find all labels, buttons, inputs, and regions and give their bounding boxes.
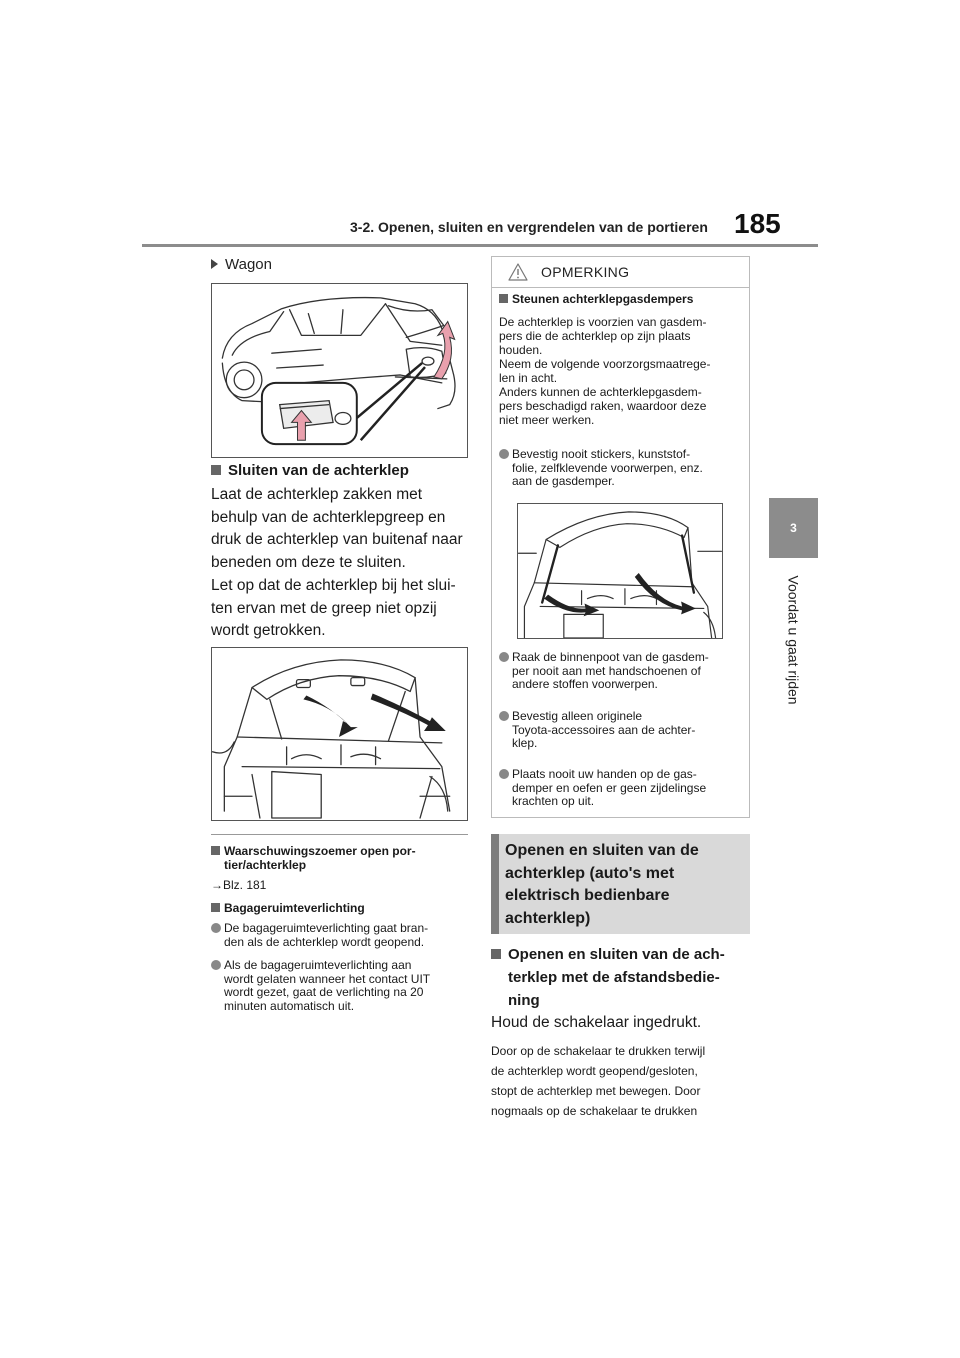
text-line: Openen en sluiten van de	[505, 842, 699, 859]
text-line: klep.	[512, 736, 538, 750]
bullet-dot-icon	[211, 960, 221, 970]
variant-label	[211, 256, 272, 273]
section-box-title	[505, 840, 745, 930]
note-luggage-light-heading	[211, 901, 365, 915]
bullet-dot-icon	[499, 652, 509, 662]
notice-bullet-4	[499, 768, 747, 809]
chapter-tab	[769, 498, 818, 558]
remote-small-text	[491, 1041, 753, 1121]
page-reference: →Blz. 181	[211, 878, 267, 892]
text-line: Neem de volgende voorzorgsmaatrege-	[499, 357, 711, 371]
text-line: niet meer werken.	[499, 413, 595, 427]
text-line: ning	[508, 992, 540, 1009]
text-line: Bevestig nooit stickers, kunststof-	[512, 447, 691, 461]
illustration-gas-dampers	[517, 503, 723, 639]
closing-paragraph-2	[211, 575, 456, 643]
text-line: druk de achterklep van buitenaf naar	[211, 531, 463, 548]
text-line: pers beschadigd raken, waardoor deze	[499, 399, 707, 413]
tailgate-interior-illustration	[212, 648, 467, 820]
notice-label: OPMERKING	[541, 264, 630, 280]
text-line: nogmaals op de schakelaar te drukken	[491, 1104, 698, 1118]
illustration-tailgate-closing	[211, 647, 468, 821]
text-line: elektrisch bedienbare	[505, 887, 670, 904]
closing-heading-text: Sluiten van de achterklep	[228, 462, 409, 479]
bullet-dot-icon	[499, 769, 509, 779]
notice-bullet-3	[499, 710, 747, 751]
text-line: Laat de achterklep zakken met	[211, 486, 423, 503]
text-line: tier/achterklep	[224, 858, 307, 872]
text-line: aan de gasdemper.	[512, 474, 615, 488]
square-bullet-icon	[211, 903, 220, 912]
header-rule	[142, 244, 818, 247]
text-line: pers die de achterklep op zijn plaats	[499, 329, 691, 343]
text-line: wordt gezet, gaat de verlichting na 20	[224, 985, 424, 999]
text-line: Raak de binnenpoot van de gasdem-	[512, 650, 709, 664]
text-line: krachten op uit.	[512, 794, 595, 808]
text-line: Door op de schakelaar te drukken terwijl	[491, 1044, 706, 1058]
notice-bullet-2	[499, 651, 747, 692]
text-line: Bevestig alleen originele	[512, 709, 643, 723]
text-line: terklep met de afstandsbedie-	[508, 969, 720, 986]
remote-heading	[491, 943, 725, 1012]
section-title: 3-2. Openen, sluiten en vergrendelen van de portieren	[350, 219, 708, 235]
warning-triangle-icon	[508, 263, 528, 281]
notice-heading-text: Steunen achterklepgasdempers	[512, 292, 694, 306]
notice-intro	[499, 315, 747, 427]
text-line: Plaats nooit uw handen op de gas-	[512, 767, 697, 781]
text-line: minuten automatisch uit.	[224, 998, 355, 1013]
text-line: ten ervan met de greep niet opzij	[211, 599, 437, 617]
remote-paragraph: Houd de schakelaar ingedrukt.	[491, 1014, 702, 1031]
variant-text: Wagon	[225, 256, 272, 273]
note-luggage-light-text: Bagageruimteverlichting	[224, 901, 365, 915]
text-line: wordt getrokken.	[211, 622, 326, 639]
triangle-bullet-icon	[211, 259, 218, 269]
text-line: houden.	[499, 343, 543, 357]
text-line: De achterklep is voorzien van gasdem-	[499, 315, 707, 329]
notice-heading	[499, 292, 693, 306]
text-line: achterklep)	[505, 909, 591, 927]
closing-paragraph-1	[211, 484, 463, 574]
page-number: 185	[734, 208, 781, 239]
text-line: len in acht.	[499, 371, 558, 385]
text-line: folie, zelfklevende voorwerpen, enz.	[512, 460, 703, 475]
chapter-side-text: Voordat u gaat rijden	[786, 575, 802, 705]
note-luggage-light-bullet-1	[211, 922, 468, 949]
text-line: Toyota-accessoires aan de achter-	[512, 722, 696, 737]
text-line: andere stoffen voorwerpen.	[512, 677, 658, 691]
car-rear-opening-illustration	[212, 284, 467, 457]
notice-bullet-1	[499, 448, 747, 489]
text-line: Let op dat de achterklep bij het slui-	[211, 577, 456, 594]
text-line: per nooit aan met handschoenen of	[512, 663, 701, 678]
note-luggage-light-bullet-2	[211, 959, 468, 1013]
bullet-dot-icon	[499, 711, 509, 721]
text-line: Waarschuwingszoemer open por-	[224, 844, 416, 858]
text-line: stopt de achterklep met bewegen. Door	[491, 1084, 701, 1098]
bullet-dot-icon	[499, 449, 509, 459]
text-line: beneden om deze te sluiten.	[211, 553, 406, 571]
text-line: Anders kunnen de achterklepgasdem-	[499, 385, 702, 399]
text-line: achterklep (auto's met	[505, 864, 675, 882]
text-line: De bagageruimteverlichting gaat bran-	[224, 921, 429, 935]
note-warning-buzzer-heading	[211, 844, 468, 872]
square-bullet-icon	[499, 294, 508, 303]
square-bullet-icon	[491, 949, 501, 959]
section-title-bar	[491, 834, 499, 934]
text-line: Openen en sluiten van de ach-	[508, 946, 725, 963]
chapter-number: 3	[790, 521, 797, 535]
text-line: wordt gelaten wanneer het contact UIT	[224, 971, 431, 986]
text-line: demper en oefen er geen zijdelingse	[512, 780, 707, 795]
notes-separator	[211, 834, 468, 835]
bullet-dot-icon	[211, 923, 221, 933]
chapter-side-label	[770, 565, 818, 715]
square-bullet-icon	[211, 846, 220, 855]
closing-heading	[211, 462, 409, 479]
text-line: behulp van de achterklepgreep en	[211, 508, 446, 526]
gas-damper-illustration	[518, 504, 722, 638]
text-line: de achterklep wordt geopend/gesloten,	[491, 1064, 698, 1078]
square-bullet-icon	[211, 465, 221, 475]
section-title-box	[491, 834, 750, 934]
notice-header	[492, 257, 749, 288]
text-line: Als de bagageruimteverlichting aan	[224, 958, 412, 972]
text-line: den als de achterklep wordt geopend.	[224, 934, 425, 949]
illustration-wagon-tailgate-open	[211, 283, 468, 458]
